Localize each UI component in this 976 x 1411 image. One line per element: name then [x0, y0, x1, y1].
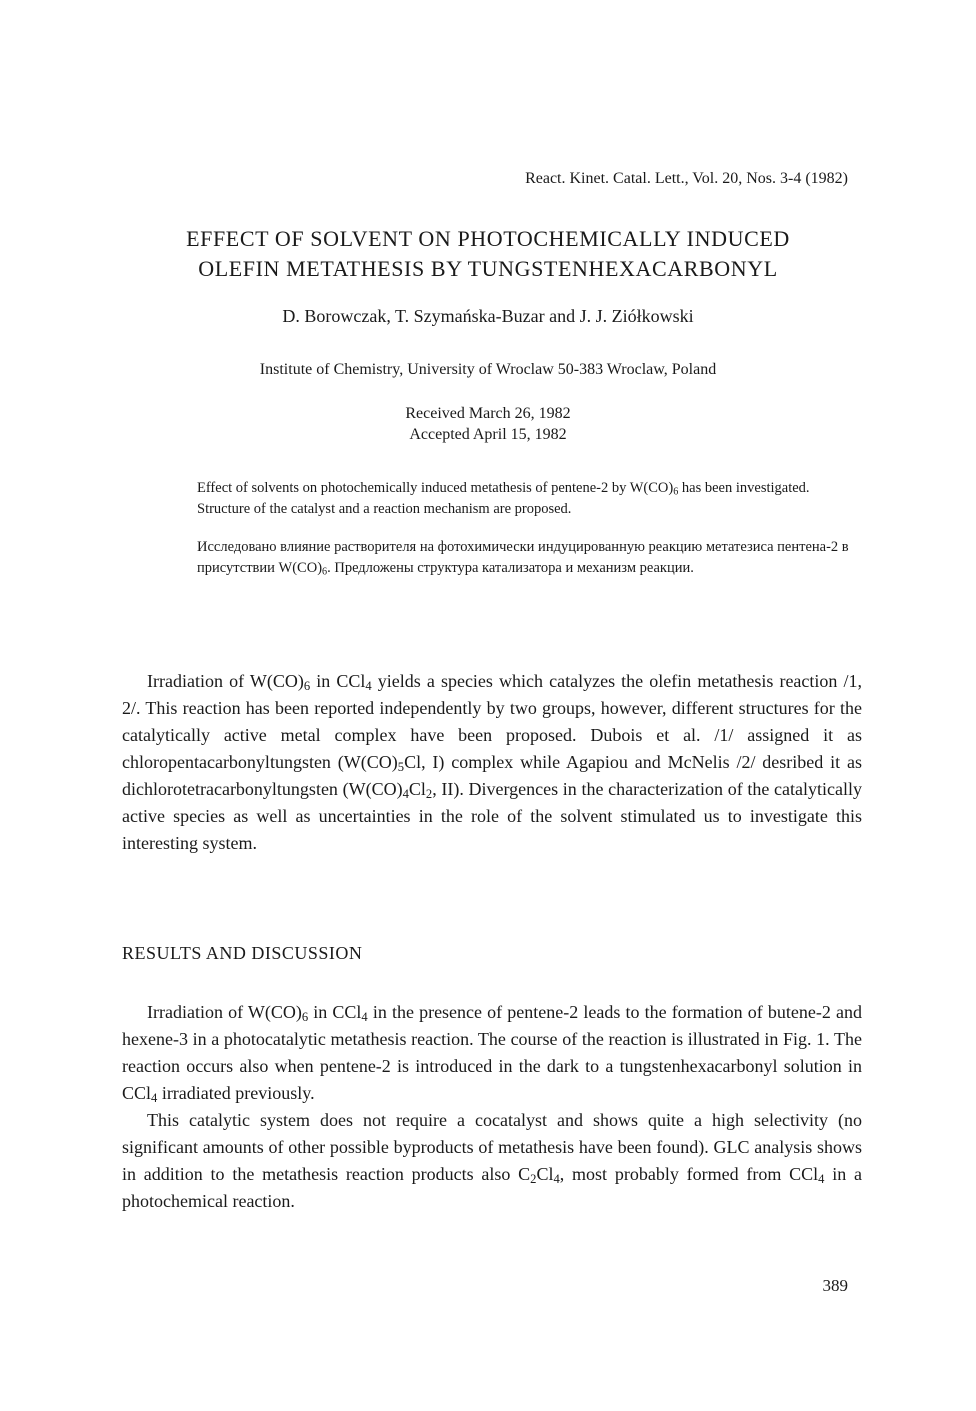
introduction [122, 668, 862, 857]
abstract-text: has been investigated. Structure of the catalyst and a reaction mechanism are proposed. [197, 480, 810, 517]
affiliation: Institute of Chemistry, University of Wroclaw 50-383 Wroclaw, Poland [259, 361, 717, 378]
results-discussion [122, 999, 862, 1215]
abstract-russian [197, 537, 857, 579]
body-paragraph: Irradiation of $W(CO)_6$ in CCl$_4$ yields a species which catalyzes the olefin metathesis reaction /1, 2/. This reaction has been reported independently by two groups, however, different structures for the catalytically active metal complex have been proposed. Dubois et al. /1/ assigned it as chloropentacarbonyltungsten ($W(CO)_5Cl$, I) complex while Agapiou and McNelis /2/ desribed it as dichlorotetracarbonyltungsten ($W(CO)_4Cl_2$, II). Divergences in the characterization of the catalytically active species as well as uncertainties in the role of the solvent stimulated us to investigate this interesting system. [122, 671, 863, 853]
body-paragraph: This catalytic system does not require a cocatalyst and shows quite a high selectivity (no significant amounts of other possible byproducts of metathesis have been found). GLC analysis shows in addition to the metathesis reaction products also $C_2Cl_4$, most probably formed from CCl$_4$ in a photochemical reaction. [122, 1110, 862, 1211]
journal-reference: React. Kinet. Catal. Lett., Vol. 20, Nos. 3-4 (1982) [525, 170, 848, 187]
title-line-2: OLEFIN METATHESIS BY TUNGSTENHEXACARBONYL [198, 256, 778, 281]
subscript: 6 [322, 566, 328, 578]
abstract-text: Исследовано влияние растворителя на фотохимически индуцированную реакцию метатезиса пентена-2 в присутствии W(CO) [197, 539, 849, 576]
abstract-english [197, 478, 857, 520]
abstract-text: . Предложены структура катализатора и механизм реакции. [327, 560, 694, 576]
subscript: 6 [673, 486, 679, 498]
section-heading: RESULTS AND DISCUSSION [122, 943, 363, 963]
submission-dates [100, 403, 876, 445]
title-line-1: EFFECT OF SOLVENT ON PHOTOCHEMICALLY INDUCED [186, 226, 790, 251]
accepted-date: Accepted April 15, 1982 [409, 426, 567, 443]
page-number: 389 [822, 1276, 848, 1295]
abstract-text: Effect of solvents on photochemically induced metathesis of pentene-2 by W(CO) [197, 480, 674, 496]
article-title [100, 224, 876, 284]
author-list: D. Borowczak, T. Szymańska-Buzar and J. J. Ziółkowski [282, 306, 694, 326]
body-paragraph: Irradiation of $W(CO)_6$ in CCl$_4$ in the presence of pentene-2 leads to the formation of butene-2 and hexene-3 in a photocatalytic metathesis reaction. The course of the reaction is illustrated in Fig. 1. The reaction occurs also when pentene-2 is introduced in the dark to a tungstenhexacarbonyl solution in CCl$_4$ irradiated previously. [122, 1002, 862, 1106]
received-date: Received March 26, 1982 [405, 405, 571, 422]
